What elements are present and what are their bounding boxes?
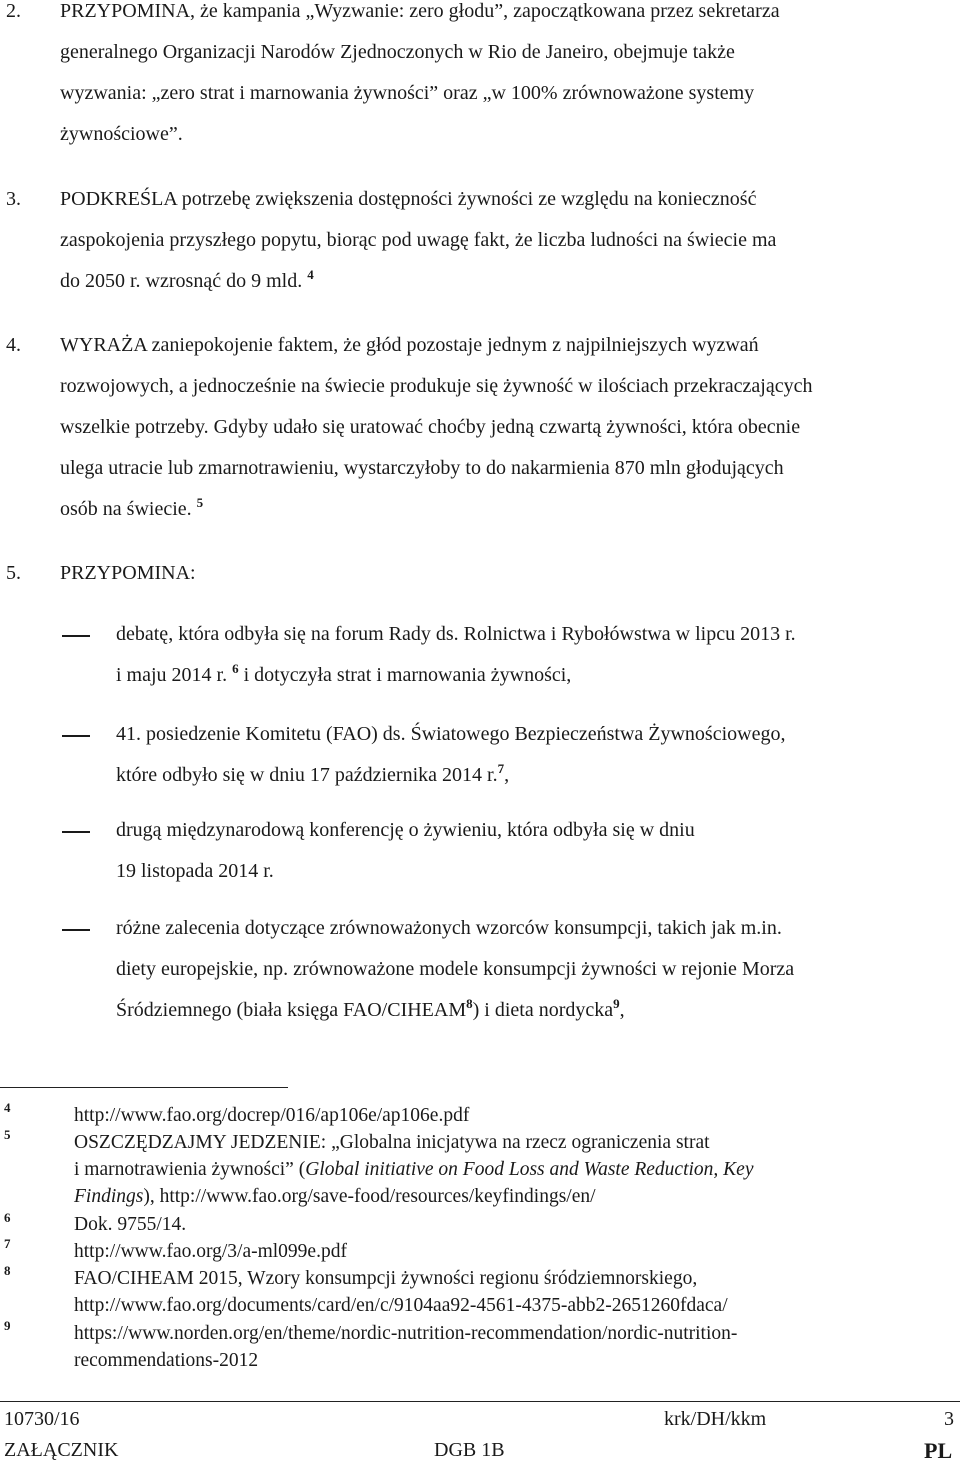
paragraph-line: wyzwania: „zero strat i marnowania żywności” oraz „w 100% zrównoważone systemy xyxy=(60,82,755,104)
paragraph-number: 4. xyxy=(6,334,21,356)
list-item-line: drugą międzynarodową konferencję o żywieniu, która odbyła się w dniu xyxy=(116,819,695,841)
list-item xyxy=(116,810,695,892)
list-item-line: ) i dieta nordycka xyxy=(472,999,614,1021)
footnote-4 xyxy=(74,1102,469,1129)
footnote-7 xyxy=(74,1238,347,1265)
department-label: DGB 1B xyxy=(434,1439,505,1461)
footnote-6 xyxy=(74,1211,186,1238)
paragraph-label: PRZYPOMINA: xyxy=(60,562,196,584)
list-item xyxy=(116,908,794,1031)
list-item-line: , xyxy=(619,999,625,1021)
list-item-line: i maju 2014 r. xyxy=(116,664,228,686)
footnote-number: 7 xyxy=(4,1236,11,1251)
list-item-line: i dotyczyła strat i marnowania żywności, xyxy=(238,664,572,686)
footnote-line: OSZCZĘDZAJMY JEDZENIE: „Globalna inicjatywa na rzecz ograniczenia strat xyxy=(74,1132,710,1153)
footnote-number: 9 xyxy=(4,1318,11,1333)
author-initials: krk/DH/kkm xyxy=(664,1408,767,1430)
paragraph-line: osób na świecie. xyxy=(60,498,192,520)
paragraph-line: do 2050 r. wzrosnąć do 9 mld. xyxy=(60,270,303,292)
footnote-link[interactable]: http://www.fao.org/docrep/016/ap106e/ap106e.pdf xyxy=(74,1105,470,1126)
list-item-line: 19 listopada 2014 r. xyxy=(116,860,274,882)
footnote-ref: 5 xyxy=(196,495,204,510)
paragraph-line: WYRAŻA zaniepokojenie faktem, że głód pozostaje jednym z najpilniejszych wyzwań xyxy=(60,334,759,356)
list-item xyxy=(116,614,796,696)
footnote-link[interactable]: https://www.norden.org/en/theme/nordic-nutrition-recommendation/nordic-nutrition- xyxy=(74,1323,738,1344)
paragraph-number: 2. xyxy=(6,0,21,22)
paragraph-line: zaspokojenia przyszłego popytu, biorąc pod uwagę fakt, że liczba ludności na świecie ma xyxy=(60,229,777,251)
footnote-separator xyxy=(0,1087,288,1088)
annex-label: ZAŁĄCZNIK xyxy=(4,1439,119,1461)
language-code: PL xyxy=(924,1438,953,1463)
footnote-link[interactable]: ), http://www.fao.org/save-food/resources/keyfindings/en/ xyxy=(143,1186,596,1207)
paragraph-line: PODKREŚLA potrzebę zwiększenia dostępności żywności ze względu na konieczność xyxy=(60,188,757,210)
footnote-line: FAO/CIHEAM 2015, Wzory konsumpcji żywności regionu śródziemnorskiego, xyxy=(74,1268,698,1289)
footnote-link[interactable]: recommendations-2012 xyxy=(74,1350,259,1371)
list-item xyxy=(116,714,785,796)
footnote-ref: 4 xyxy=(307,267,314,282)
footnote-italic: Findings xyxy=(74,1186,144,1207)
footnote-number: 6 xyxy=(4,1210,11,1225)
paragraph-line: rozwojowych, a jednocześnie na świecie produkuje się żywność w ilościach przekraczających xyxy=(60,375,813,397)
paragraph-line: PRZYPOMINA, że kampania „Wyzwanie: zero głodu”, zapoczątkowana przez sekretarza xyxy=(60,0,780,22)
paragraph-number: 3. xyxy=(6,188,21,210)
list-item-line: które odbyło się w dniu 17 października 2014 r. xyxy=(116,764,498,786)
list-dash xyxy=(62,635,90,637)
footnote-9 xyxy=(74,1320,737,1374)
footnote-link[interactable]: http://www.fao.org/documents/card/en/c/9104aa92-4561-4375-abb2-2651260fdaca/ xyxy=(74,1295,728,1316)
footnote-number: 5 xyxy=(4,1127,11,1142)
footnote-ref: 8 xyxy=(466,996,473,1011)
footnote-ref: 9 xyxy=(613,996,620,1011)
list-item-line: Śródziemnego (biała księga FAO/CIHEAM xyxy=(116,999,467,1021)
list-item-line: różne zalecenia dotyczące zrównoważonych wzorców konsumpcji, takich jak m.in. xyxy=(116,917,782,939)
list-dash xyxy=(62,831,90,833)
paragraph-line: ulega utracie lub zmarnotrawieniu, wystarczyłoby to do nakarmienia 870 mln głodujących xyxy=(60,457,784,479)
paragraph-number: 5. xyxy=(6,562,21,584)
paragraph-line: żywnościowe”. xyxy=(60,123,183,145)
footnote-number: 4 xyxy=(4,1100,11,1115)
document-number: 10730/16 xyxy=(4,1408,80,1430)
paragraph-line: wszelkie potrzeby. Gdyby udało się uratować choćby jedną czwartą żywności, która obecnie xyxy=(60,416,801,438)
paragraph-line: generalnego Organizacji Narodów Zjednoczonych w Rio de Janeiro, obejmuje także xyxy=(60,41,735,63)
list-item-line: debatę, która odbyła się na forum Rady ds. Rolnictwa i Rybołówstwa w lipcu 2013 r. xyxy=(116,623,796,645)
list-item-line: , xyxy=(504,764,510,786)
list-item-line: 41. posiedzenie Komitetu (FAO) ds. Światowego Bezpieczeństwa Żywnościowego, xyxy=(116,723,786,745)
footnote-link[interactable]: http://www.fao.org/3/a-ml099e.pdf xyxy=(74,1241,347,1262)
list-item-line: diety europejskie, np. zrównoważone modele konsumpcji żywności w rejonie Morza xyxy=(116,958,795,980)
list-dash xyxy=(62,735,90,737)
footnote-italic: Global initiative on Food Loss and Waste Reduction, Key xyxy=(305,1159,754,1180)
footnote-8 xyxy=(74,1265,728,1319)
footnote-line: Dok. 9755/14. xyxy=(74,1214,187,1235)
page-number: 3 xyxy=(944,1408,954,1430)
footnote-5 xyxy=(74,1129,753,1210)
footnote-ref: 6 xyxy=(232,661,239,676)
footnote-line: i marnotrawienia żywności” ( xyxy=(74,1159,306,1180)
footer-separator xyxy=(0,1401,960,1402)
footnote-ref: 7 xyxy=(497,761,505,776)
footnote-number: 8 xyxy=(4,1263,11,1278)
list-dash xyxy=(62,929,90,931)
